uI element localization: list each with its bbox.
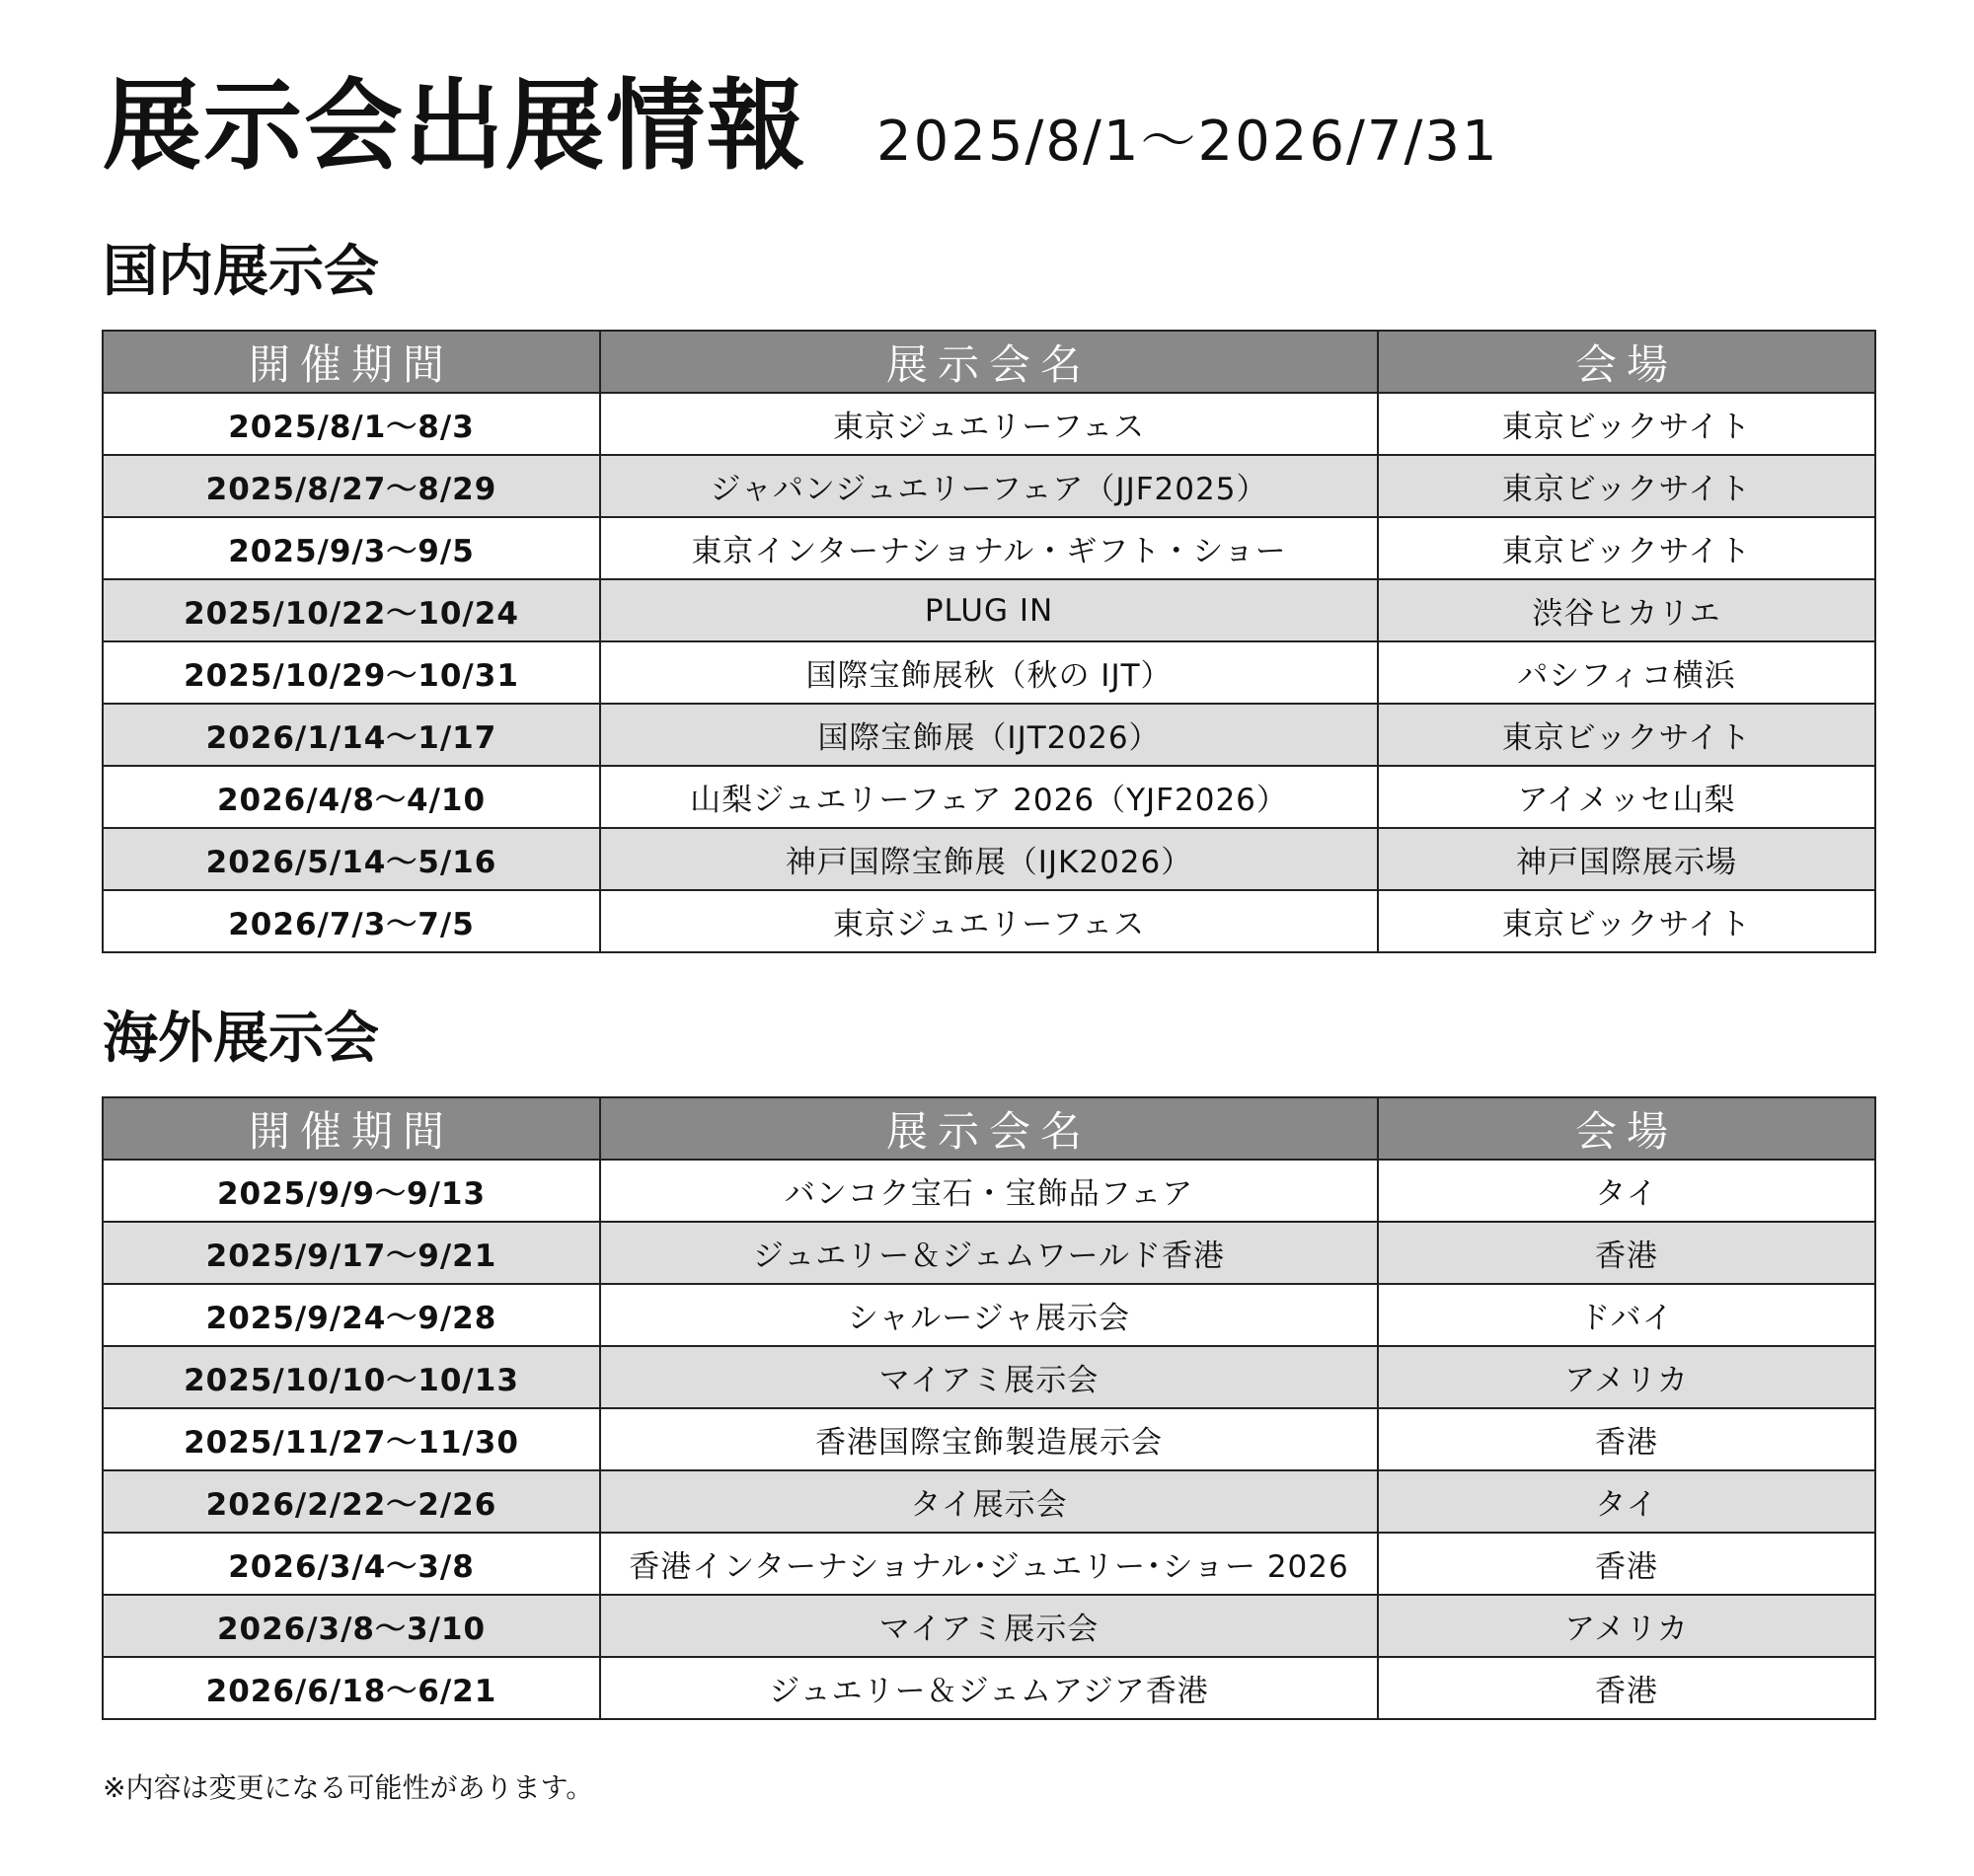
page-title: 展示会出展情報 bbox=[103, 68, 807, 184]
table-row bbox=[103, 579, 1875, 641]
column-header-name: 展示会名 bbox=[600, 1097, 1378, 1160]
overseas-events-table bbox=[102, 1096, 1876, 1720]
event-name-cell: マイアミ展示会 bbox=[600, 1595, 1378, 1657]
venue-cell: 東京ビックサイト bbox=[1378, 517, 1875, 579]
venue-cell: 香港 bbox=[1378, 1533, 1875, 1595]
table-row bbox=[103, 704, 1875, 766]
venue-cell: 東京ビックサイト bbox=[1378, 704, 1875, 766]
event-name-cell: シャルージャ展示会 bbox=[600, 1284, 1378, 1346]
event-name-cell: 国際宝飾展（IJT2026） bbox=[600, 704, 1378, 766]
table-row bbox=[103, 1160, 1875, 1222]
venue-cell: アイメッセ山梨 bbox=[1378, 766, 1875, 828]
domestic-events-table bbox=[102, 330, 1876, 953]
table-row bbox=[103, 890, 1875, 952]
date-range: 2025/8/1～2026/7/31 bbox=[876, 110, 1499, 174]
venue-cell: タイ bbox=[1378, 1160, 1875, 1222]
venue-cell: 東京ビックサイト bbox=[1378, 393, 1875, 455]
venue-cell: 香港 bbox=[1378, 1657, 1875, 1719]
period-cell: 2025/11/27～11/30 bbox=[103, 1408, 600, 1470]
event-name-cell: 香港インターナショナル･ジュエリー･ショー 2026 bbox=[600, 1533, 1378, 1595]
period-cell: 2026/6/18～6/21 bbox=[103, 1657, 600, 1719]
table-row bbox=[103, 766, 1875, 828]
page-header bbox=[103, 68, 1499, 184]
column-header-period: 開催期間 bbox=[103, 1097, 600, 1160]
venue-cell: パシフィコ横浜 bbox=[1378, 641, 1875, 704]
footnote: ※内容は変更になる可能性があります。 bbox=[103, 1771, 594, 1804]
table-row bbox=[103, 1222, 1875, 1284]
event-name-cell: ジュエリー＆ジェムアジア香港 bbox=[600, 1657, 1378, 1719]
period-cell: 2026/7/3～7/5 bbox=[103, 890, 600, 952]
table-row bbox=[103, 1595, 1875, 1657]
column-header-venue: 会場 bbox=[1378, 331, 1875, 393]
column-header-period: 開催期間 bbox=[103, 331, 600, 393]
event-name-cell: タイ展示会 bbox=[600, 1470, 1378, 1533]
event-name-cell: ジャパンジュエリーフェア（JJF2025） bbox=[600, 455, 1378, 517]
column-header-venue: 会場 bbox=[1378, 1097, 1875, 1160]
period-cell: 2025/10/22～10/24 bbox=[103, 579, 600, 641]
column-header-name: 展示会名 bbox=[600, 331, 1378, 393]
table-header-row bbox=[103, 331, 1875, 393]
table-row bbox=[103, 1533, 1875, 1595]
period-cell: 2026/5/14～5/16 bbox=[103, 828, 600, 890]
period-cell: 2025/9/9～9/13 bbox=[103, 1160, 600, 1222]
event-name-cell: バンコク宝石・宝飾品フェア bbox=[600, 1160, 1378, 1222]
event-name-cell: 東京ジュエリーフェス bbox=[600, 890, 1378, 952]
table-row bbox=[103, 828, 1875, 890]
period-cell: 2026/1/14～1/17 bbox=[103, 704, 600, 766]
venue-cell: 神戸国際展示場 bbox=[1378, 828, 1875, 890]
venue-cell: 香港 bbox=[1378, 1408, 1875, 1470]
event-name-cell: 山梨ジュエリーフェア 2026（YJF2026） bbox=[600, 766, 1378, 828]
table-row bbox=[103, 1657, 1875, 1719]
event-name-cell: 東京インターナショナル・ギフト・ショー bbox=[600, 517, 1378, 579]
event-name-cell: 香港国際宝飾製造展示会 bbox=[600, 1408, 1378, 1470]
period-cell: 2026/3/4～3/8 bbox=[103, 1533, 600, 1595]
venue-cell: タイ bbox=[1378, 1470, 1875, 1533]
venue-cell: アメリカ bbox=[1378, 1595, 1875, 1657]
period-cell: 2025/9/24～9/28 bbox=[103, 1284, 600, 1346]
event-name-cell: ジュエリー＆ジェムワールド香港 bbox=[600, 1222, 1378, 1284]
table-header-row bbox=[103, 1097, 1875, 1160]
table-row bbox=[103, 393, 1875, 455]
period-cell: 2025/10/29～10/31 bbox=[103, 641, 600, 704]
event-name-cell: PLUG IN bbox=[600, 579, 1378, 641]
event-name-cell: 神戸国際宝飾展（IJK2026） bbox=[600, 828, 1378, 890]
overseas-table-body bbox=[103, 1160, 1875, 1719]
overseas-section-title: 海外展示会 bbox=[103, 1007, 379, 1071]
table-row bbox=[103, 1470, 1875, 1533]
table-row bbox=[103, 1408, 1875, 1470]
event-name-cell: マイアミ展示会 bbox=[600, 1346, 1378, 1408]
venue-cell: 東京ビックサイト bbox=[1378, 890, 1875, 952]
period-cell: 2025/10/10～10/13 bbox=[103, 1346, 600, 1408]
period-cell: 2025/9/17～9/21 bbox=[103, 1222, 600, 1284]
domestic-section-title: 国内展示会 bbox=[103, 240, 379, 304]
venue-cell: 香港 bbox=[1378, 1222, 1875, 1284]
venue-cell: ドバイ bbox=[1378, 1284, 1875, 1346]
venue-cell: 東京ビックサイト bbox=[1378, 455, 1875, 517]
period-cell: 2026/3/8～3/10 bbox=[103, 1595, 600, 1657]
period-cell: 2025/8/1～8/3 bbox=[103, 393, 600, 455]
event-name-cell: 東京ジュエリーフェス bbox=[600, 393, 1378, 455]
period-cell: 2025/9/3～9/5 bbox=[103, 517, 600, 579]
venue-cell: アメリカ bbox=[1378, 1346, 1875, 1408]
table-row bbox=[103, 455, 1875, 517]
table-row bbox=[103, 1346, 1875, 1408]
period-cell: 2026/4/8～4/10 bbox=[103, 766, 600, 828]
domestic-table-body bbox=[103, 393, 1875, 952]
event-name-cell: 国際宝飾展秋（秋の IJT） bbox=[600, 641, 1378, 704]
venue-cell: 渋谷ヒカリエ bbox=[1378, 579, 1875, 641]
period-cell: 2026/2/22～2/26 bbox=[103, 1470, 600, 1533]
table-row bbox=[103, 1284, 1875, 1346]
table-row bbox=[103, 641, 1875, 704]
period-cell: 2025/8/27～8/29 bbox=[103, 455, 600, 517]
table-row bbox=[103, 517, 1875, 579]
